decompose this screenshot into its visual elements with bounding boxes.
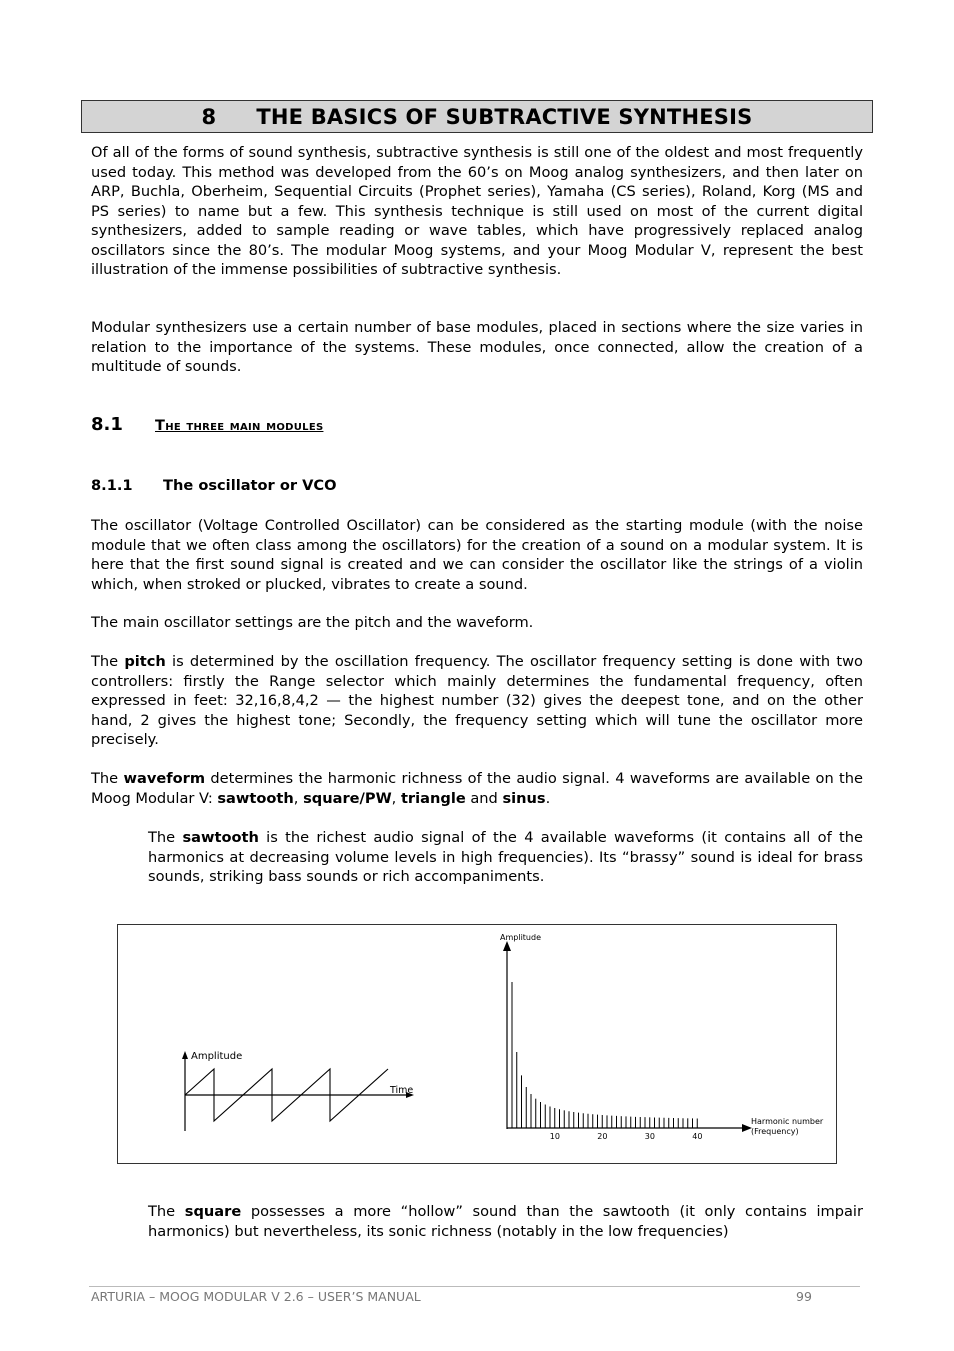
spectrum-tick-40: 40 [692, 1132, 703, 1141]
sawtooth-bold: sawtooth [182, 829, 259, 846]
waveform-xlabel: Time [390, 1085, 414, 1096]
waveform-term: waveform [123, 770, 206, 787]
pitch-term: pitch [124, 653, 166, 670]
footer-divider [89, 1286, 860, 1287]
sawtooth-paragraph: The sawtooth is the richest audio signal of the 4 available waveforms (it contains all of the harmonics at decreasing volume levels in high frequencies). Its “brassy” sound is ideal for brass sounds, striking bass sounds or rich accompaniments. [148, 829, 863, 885]
spectrum-tick-20: 20 [597, 1132, 608, 1141]
oscillator-paragraph-1: The oscillator (Voltage Controlled Oscillator) can be considered as the starting module (with the noise module that we often class among the oscillators) for the creation of a sound on a modular system. It is here that the first sound signal is created and we can consider the oscillator like the strings of a violin which, when stroked or plucked, vibrates to create a sound. [91, 517, 863, 593]
spectrum-bars [512, 982, 697, 1128]
page-number: 99 [796, 1289, 812, 1304]
waveform-ylabel: Amplitude [191, 1051, 243, 1062]
pitch-paragraph: The pitch is determined by the oscillation frequency. The oscillator frequency setting is done with two controllers: firstly the Range selector which mainly determines the fundamental frequency, often expressed in feet: 32,16,8,4,2 — the highest number (32) gives the deepest tone, and on the other hand, 2 gives the highest tone; Secondly, the frequency setting which will tune the oscillator more precisely. [91, 653, 863, 748]
square-bold: square [184, 1203, 242, 1220]
chapter-title-text: THE BASICS OF SUBTRACTIVE SYNTHESIS [256, 104, 753, 129]
waveform-y-arrow [182, 1051, 188, 1059]
spectrum-tick-10: 10 [549, 1132, 560, 1141]
sinus-term: sinus [502, 789, 546, 807]
square-pw-term: square/PW [303, 789, 392, 807]
intro-paragraph-2: Modular synthesizers use a certain number of base modules, placed in sections where the size varies in relation to the importance of the systems. These modules, once connected, allow the creation of a multitude of sounds. [91, 319, 863, 375]
spectrum-xlabel-line2: (Frequency) [751, 1127, 799, 1136]
chapter-number: 8 [201, 104, 217, 129]
subsection-title: The oscillator or VCO [163, 477, 337, 494]
footer-manual-title: ARTURIA – MOOG MODULAR V 2.6 – USER’S MANUAL [91, 1289, 421, 1304]
intro-paragraph-1: Of all of the forms of sound synthesis, subtractive synthesis is still one of the oldest and most frequently used today. This method was developed from the 60’s on Moog analog synthesizers, and then later on ARP, Buchla, Oberheim, Sequential Circuits (Prophet series), Yamaha (CS series), Roland, Korg (MS and PS series) to name but a few. This synthesis technique is still used on most of the current digital synthesizers, added to sample reading or wave tables, which have progressively replaced analog oscillators since the 80’s. The modular Moog systems, and your Moog Modular V, represent the best illustration of the immense possibilities of subtractive synthesis. [91, 144, 863, 278]
spectrum-xlabel-line1: Harmonic number [751, 1117, 824, 1126]
spectrum-ticks [550, 1132, 703, 1141]
sawtooth-term: sawtooth [217, 789, 294, 807]
oscillator-paragraph-2: The main oscillator settings are the pitch and the waveform. [91, 614, 534, 631]
chapter-title [81, 100, 873, 133]
waveform-paragraph: The waveform determines the harmonic richness of the audio signal. 4 waveforms are available on the Moog Modular V: sawtooth, square/PW, triangle and sinus. [91, 770, 863, 807]
subsection-heading [91, 477, 337, 494]
subsection-number: 8.1.1 [91, 477, 133, 494]
section-heading [91, 414, 323, 435]
section-number: 8.1 [91, 414, 123, 435]
spectrum-tick-30: 30 [644, 1132, 655, 1141]
triangle-term: triangle [400, 789, 466, 807]
section-title: The three main modules [155, 418, 324, 434]
spectrum-ylabel: Amplitude [500, 933, 541, 942]
sawtooth-figure-svg [118, 925, 836, 1163]
sawtooth-figure [117, 924, 837, 1164]
spectrum-y-arrow [503, 941, 511, 951]
square-paragraph: The square possesses a more “hollow” sound than the sawtooth (it only contains impair harmonics) but nevertheless, its sonic richness (notably in the low frequencies) [148, 1203, 863, 1240]
